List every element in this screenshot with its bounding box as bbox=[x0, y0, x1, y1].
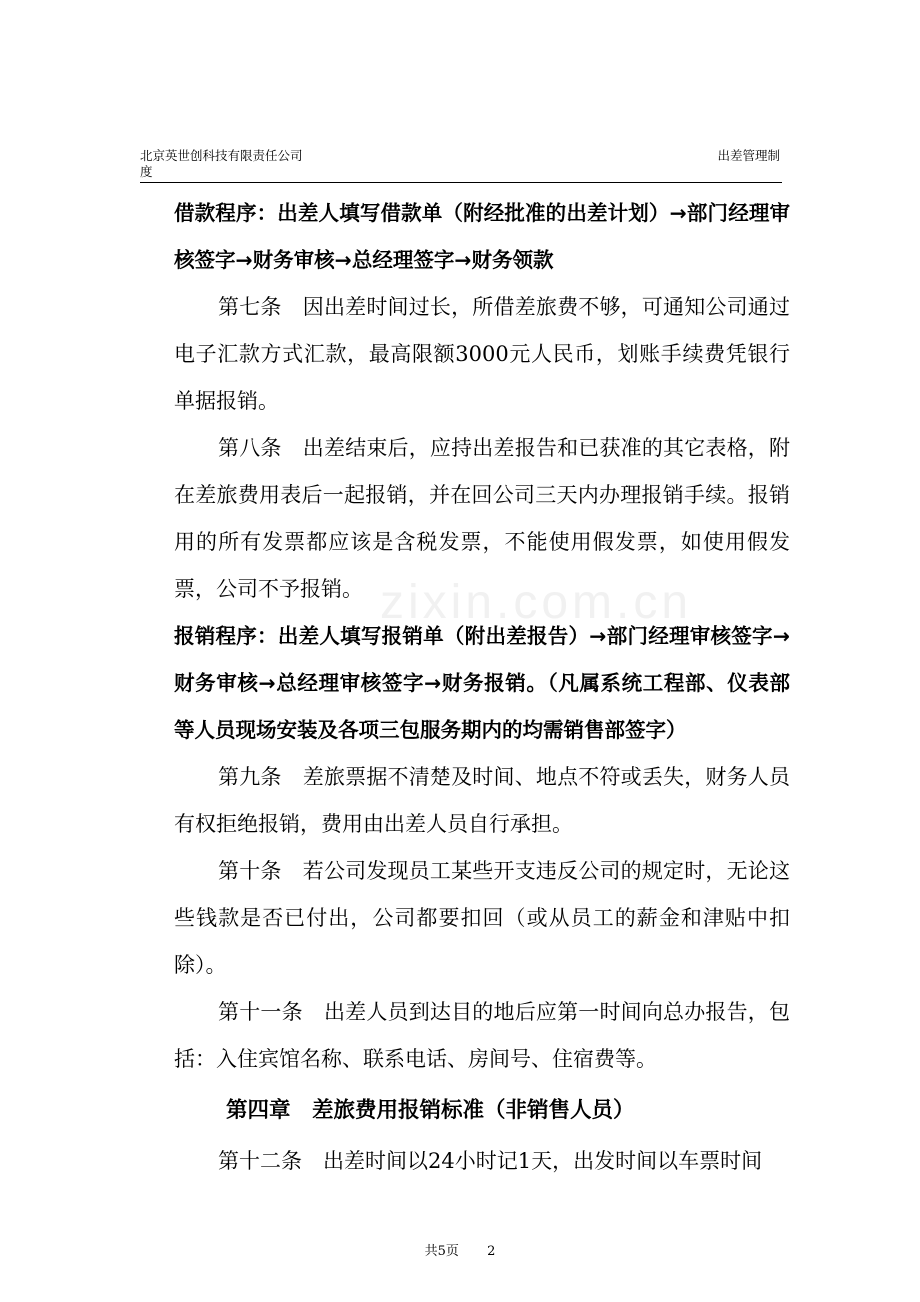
header-company-name: 北京英世创科技有限责任公司 bbox=[140, 148, 303, 163]
article-7: 第七条 因出差时间过长，所借差旅费不够，可通知公司通过电子汇款方式汇款，最高限额3000元人民币，划账手续费凭银行单据报销。 bbox=[174, 295, 790, 413]
loan-procedure: 借款程序：出差人填写借款单（附经批准的出差计划）→部门经理审核签字→财务审核→总经理签字→财务领款 bbox=[174, 201, 790, 272]
header-company bbox=[140, 148, 360, 180]
article-8: 第八条 出差结束后，应持出差报告和已获准的其它表格，附在差旅费用表后一起报销，并在回公司三天内办理报销手续。报销用的所有发票都应该是含税发票，不能使用假发票，如使用假发票，公司不予报销。 bbox=[174, 436, 790, 601]
page-footer bbox=[0, 1240, 920, 1259]
header-company-suffix: 度 bbox=[140, 164, 153, 179]
header-divider bbox=[140, 182, 782, 183]
article-12: 第十二条 出差时间以24小时记1天，出发时间以车票时间 bbox=[218, 1149, 763, 1173]
article-10: 第十条 若公司发现员工某些开支违反公司的规定时，无论这些钱款是否已付出，公司都要扣回（或从员工的薪金和津贴中扣除）。 bbox=[174, 859, 790, 977]
article-11: 第十一条 出差人员到达目的地后应第一时间向总办报告，包括：入住宾馆名称、联系电话、房间号、住宿费等。 bbox=[174, 1000, 790, 1071]
chapter-heading: 第四章 差旅费用报销标准（非销售人员） bbox=[226, 1098, 635, 1123]
page-number: 2 bbox=[487, 1244, 496, 1259]
watermark: zixin.com.cn bbox=[380, 576, 693, 629]
reimburse-procedure: 报销程序：出差人填写报销单（附出差报告）→部门经理审核签字→财务审核→总经理审核签字→财务报销。（凡属系统工程部、仪表部等人员现场安装及各项三包服务期内的均需销售部签字） bbox=[174, 624, 790, 742]
article-9: 第九条 差旅票据不清楚及时间、地点不符或丢失，财务人员有权拒绝报销，费用由出差人员自行承担。 bbox=[174, 765, 790, 836]
header-doc-title: 出差管理制 bbox=[717, 148, 780, 163]
total-pages: 共5页 bbox=[424, 1244, 459, 1259]
document-body bbox=[174, 190, 790, 1185]
